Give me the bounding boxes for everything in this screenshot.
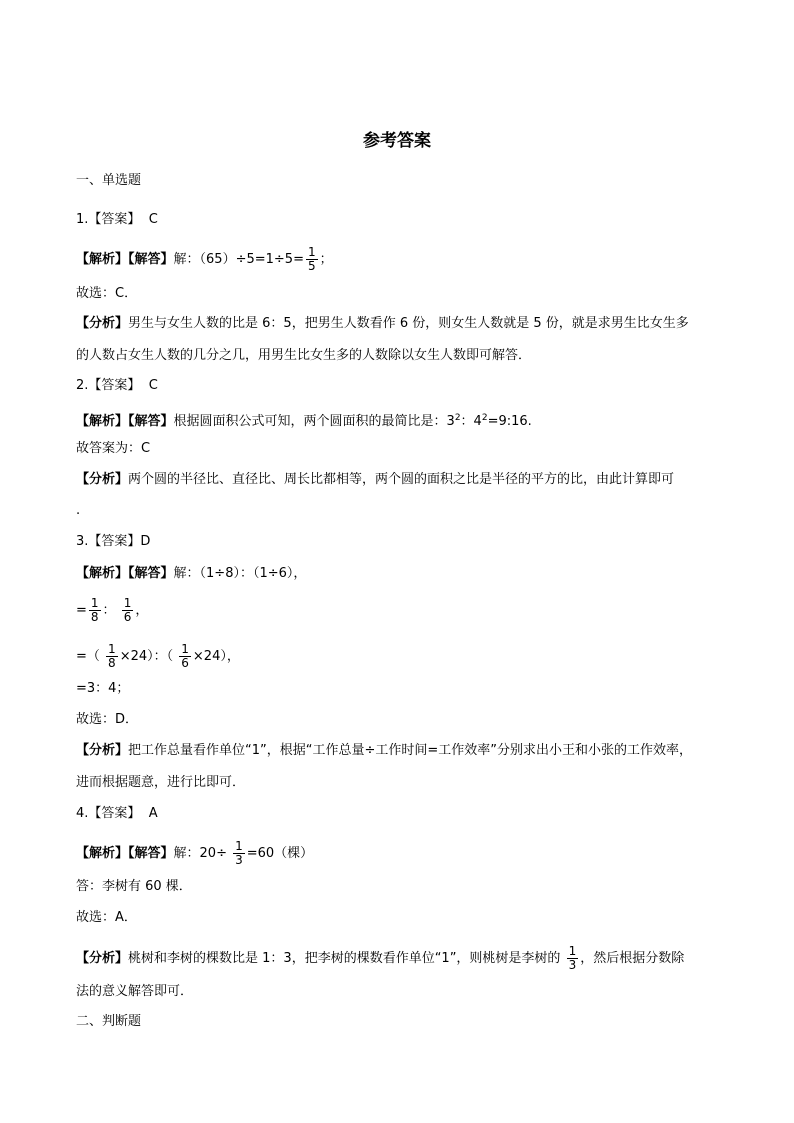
q4-fenxi-fraction: $\frac{1}{3}$ xyxy=(568,944,577,972)
q3-step1: = $\frac{1}{8}$ ： $\frac{1}{6}$ ， xyxy=(76,596,149,624)
q3-number: 3. xyxy=(76,534,89,549)
q1-answer-value: C xyxy=(148,212,158,227)
q2-number: 2. xyxy=(76,378,89,393)
q3-choose: 故选：D． xyxy=(76,712,139,727)
q4-fraction: $\frac{1}{3}$ xyxy=(235,839,243,867)
q2-fenxi-line2: . xyxy=(76,503,81,518)
q1-solution-text: 解：（65）÷5=1÷5= xyxy=(173,252,304,267)
q1-choose: 故选：C． xyxy=(76,286,138,301)
q4-fenxi-line2: 法的意义解答即可． xyxy=(76,984,194,999)
answer-tag: 【答案】 xyxy=(88,378,141,393)
solution-tag: 【解答】 xyxy=(128,252,174,267)
q3-fraction-sixth-2: $\frac{1}{6}$ xyxy=(181,642,189,670)
q2-answer-line xyxy=(76,377,158,395)
q3-step3: =3：4； xyxy=(76,681,130,696)
q2-solution-line: 【解析】【解答】根据圆面积公式可知，两个圆面积的最简比是：$3^2$：$4^2=9:16$. xyxy=(76,413,532,429)
q3-fenxi-line1: 【分析】把工作总量看作单位“1”，根据“工作总量÷工作时间=工作效率”分别求出小王和小张的工作效率， xyxy=(76,743,693,758)
q4-choose: 故选：A． xyxy=(76,910,137,925)
q3-fenxi-line2: 进而根据题意，进行比即可． xyxy=(76,775,246,790)
q3-fraction-eighth-2: $\frac{1}{8}$ xyxy=(108,642,116,670)
q2-answer-value: C xyxy=(148,378,158,393)
q4-answer-line: 4.【答案】 A xyxy=(76,806,158,821)
q3-step2: =（ $\frac{1}{8}$ ×24）：（ $\frac{1}{6}$ ×24）， xyxy=(76,642,240,670)
q1-fraction: $\frac{1}{5}$ xyxy=(307,245,316,273)
analysis-tag: 【解析】 xyxy=(76,252,129,267)
q3-answer-value: D xyxy=(140,534,151,549)
q4-fenxi-line1: 【分析】桃树和李树的棵数比是 1：3，把李树的棵数看作单位“1”，则桃树是李树的 $\frac{1}{3}$ ，然后根据分数除 xyxy=(76,944,685,972)
answer-tag: 【答案】 xyxy=(88,212,141,227)
q4-da: 答：李树有 60 棵． xyxy=(76,879,192,894)
q2-fenxi-line1: 【分析】两个圆的半径比、直径比、周长比都相等，两个圆的面积之比是半径的平方的比，由此计算即可 xyxy=(76,472,675,487)
q4-solution-line: 【解析】【解答】解：20÷ $\frac{1}{3}$ =60（棵） xyxy=(76,839,314,867)
q3-answer-line: 3.【答案】D xyxy=(76,534,151,549)
q2-choose: 故答案为：C xyxy=(76,441,151,456)
q3-fraction-sixth: $\frac{1}{6}$ xyxy=(123,596,132,624)
q3-solution-line: 【解析】【解答】解：（1÷8）：（1÷6）， xyxy=(76,566,307,581)
q1-solution-line: 【解析】【解答】解：（65）÷5=1÷5= $\frac{1}{5}$ ； xyxy=(76,245,333,273)
q4-number: 4. xyxy=(76,806,89,821)
page-title: 参考答案 xyxy=(363,131,431,151)
q1-fenxi-line1: 【分析】男生与女生人数的比是 6：5，把男生人数看作 6 份，则女生人数就是 5 份，就是求男生比女生多 xyxy=(76,316,689,331)
q1-fenxi-line2: 的人数占女生人数的几分之几，用男生比女生多的人数除以女生人数即可解答． xyxy=(76,348,532,363)
q3-fraction-eighth: $\frac{1}{8}$ xyxy=(90,596,99,624)
section-heading-single-choice: 一、单选题 xyxy=(76,173,142,188)
q1-number: 1. xyxy=(76,212,89,227)
section-heading-true-false: 二、判断题 xyxy=(76,1014,142,1029)
q4-answer-value: A xyxy=(148,806,158,821)
fenxi-tag: 【分析】 xyxy=(76,316,129,331)
q1-answer-line xyxy=(76,211,158,229)
